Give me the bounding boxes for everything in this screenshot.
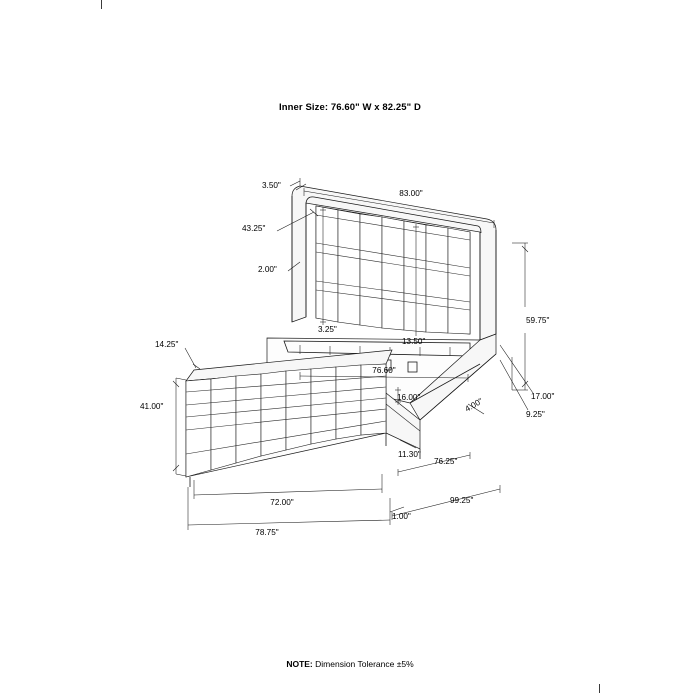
dim-footboard-height: 41.00" — [140, 402, 164, 411]
dim-headboard-width: 83.00" — [399, 189, 423, 198]
dim-overall-width: 78.75" — [255, 528, 279, 537]
dim-bed-depth: 76.25" — [434, 457, 458, 466]
headboard-assembly — [292, 186, 496, 340]
dim-headboard-total-height: 59.75" — [526, 316, 550, 325]
tolerance-note-text: Dimension Tolerance ±5% — [312, 659, 414, 669]
dim-inner-width: 76.60" — [372, 366, 396, 375]
dim-side-rail-height: 16.00" — [397, 393, 421, 402]
dim-headboard-bottom-offset: 3.25" — [318, 325, 337, 334]
dim-headboard-tuft-width: 13.50" — [402, 337, 426, 346]
dim-headboard-panel-height: 43.25" — [242, 224, 266, 233]
dim-rail-clearance: 9.25" — [526, 410, 545, 419]
dim-headboard-top-offset: 3.50" — [262, 181, 281, 190]
dim-footboard-top-offset: 14.25" — [155, 340, 179, 349]
tolerance-note-label: NOTE: — [286, 659, 313, 669]
dim-leg-offset: 1.00" — [392, 512, 411, 521]
dim-headboard-side-thickness: 2.00" — [258, 265, 277, 274]
dim-footboard-bottom: 11.30" — [398, 450, 421, 459]
dim-leg-height-small: 4.00" — [463, 396, 485, 414]
page-title: Inner Size: 76.60" W x 82.25" D — [278, 102, 421, 113]
dim-rail-height: 17.00" — [531, 392, 555, 401]
dim-footboard-inner-width: 72.00" — [270, 498, 294, 507]
dim-overall-depth: 99.25" — [450, 496, 474, 505]
footboard-tufting — [186, 364, 386, 477]
tolerance-note — [0, 659, 700, 669]
